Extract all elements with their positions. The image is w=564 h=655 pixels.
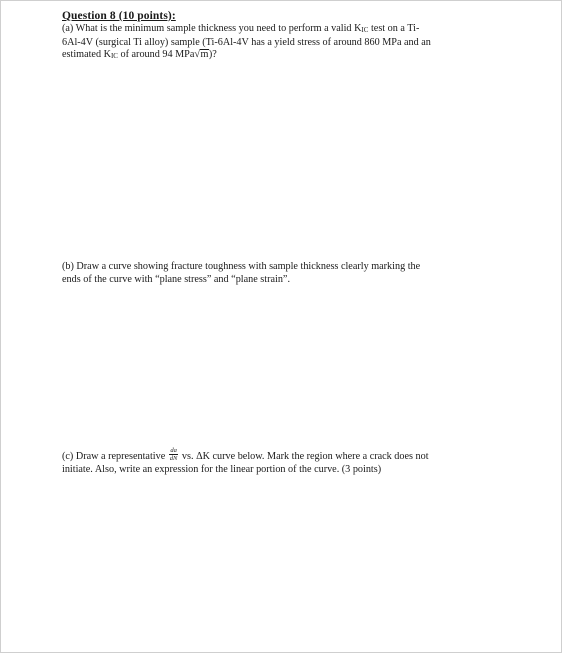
part-a-line-3-mid: of around 94 MPa <box>117 49 195 61</box>
part-a-line-1-pre: (a) What is the minimum sample thickness you need to perform a valid K <box>62 23 362 34</box>
part-a-line-1-post: test on a Ti- <box>368 23 420 34</box>
part-a-line-3-post: )? <box>208 49 217 61</box>
sqrt-radicand: m <box>200 49 209 61</box>
part-a-line-3-pre: estimated K <box>62 49 111 61</box>
kic-subscript: IC <box>361 26 369 34</box>
part-c-line-1 <box>62 449 502 464</box>
fraction-denominator: dN <box>169 455 178 462</box>
question-heading: Question 8 (10 points): <box>62 10 176 22</box>
da-dn-fraction <box>169 447 179 462</box>
part-c-line-2: initiate. Also, write an expression for the linear portion of the curve. (3 points) <box>62 464 382 475</box>
part-a-line-3 <box>62 49 502 63</box>
part-c-line-1-pre: (c) Draw a representative <box>62 450 168 462</box>
kic-subscript: IC <box>110 52 118 61</box>
fraction-numerator: da <box>170 447 177 454</box>
part-b-line-2: ends of the curve with “plane stress” and “plane strain”. <box>62 273 291 285</box>
part-b-line-1: (b) Draw a curve showing fracture toughness with sample thickness clearly marking the <box>62 261 421 272</box>
part-c-line-1-post: vs. ΔK curve below. Mark the region where a crack does not <box>179 450 429 462</box>
sqrt-sign: √ <box>194 49 200 61</box>
part-b-text <box>62 261 502 286</box>
part-a-text <box>62 23 502 63</box>
part-a-line-2: 6Al-4V (surgical Ti alloy) sample (Ti-6Al-4V has a yield stress of around 860 MPa and an <box>62 36 431 48</box>
part-c-text <box>62 449 502 477</box>
part-a-line-1 <box>62 23 502 37</box>
